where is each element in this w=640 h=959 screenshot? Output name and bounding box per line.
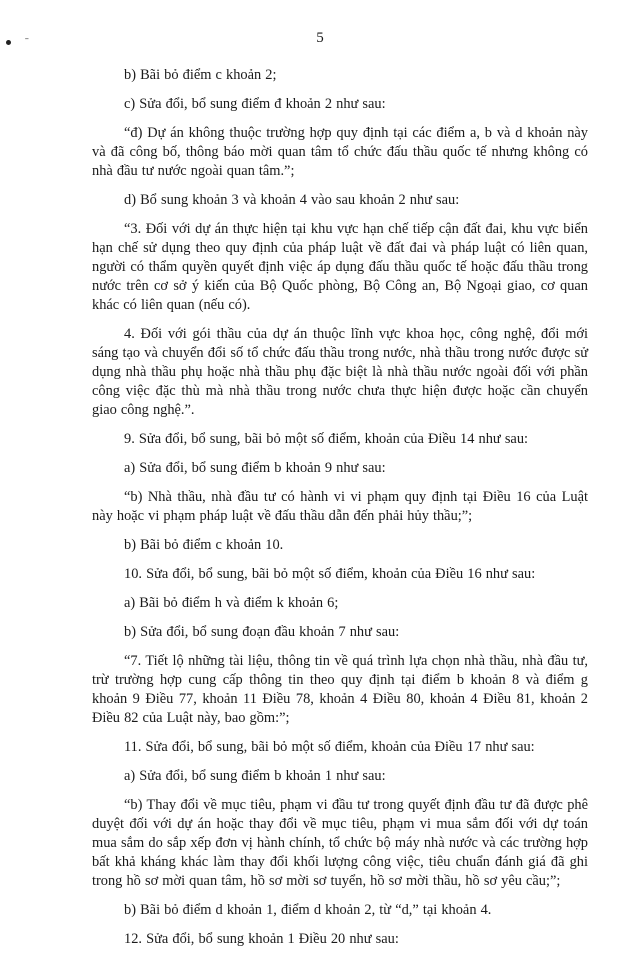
- paragraph: b) Sửa đổi, bổ sung đoạn đầu khoản 7 như sau:: [124, 624, 400, 640]
- paragraph: “7. Tiết lộ những tài liệu, thông tin về quá trình lựa chọn nhà thầu, nhà đầu tư, trừ trường hợp cung cấp thông tin theo quy định tại điểm b khoản 8 và điểm g khoản 9 Điều 77, khoản 11 Điều 78, khoản 4 Điều 80, khoản 4 Điều 81, khoản 2 Điều 82 của Luật này, bao gồm:”;: [92, 653, 588, 726]
- paragraph: “b) Thay đổi về mục tiêu, phạm vi đầu tư trong quyết định đầu tư đã được phê duyệt đối với dự án hoặc thay đổi về mục tiêu, phạm vi mua sắm đối với dự toán mua sắm do sắp xếp đơn vị hành chính, tổ chức bộ máy nhà nước và các trường hợp bất khả kháng khác làm thay đổi khối lượng công việc, tiêu chuẩn đánh giá đã ghi trong hồ sơ mời quan tâm, hồ sơ mời sơ tuyển, hồ sơ mời thầu, hồ sơ yêu cầu;”;: [92, 797, 588, 889]
- paragraph: 10. Sửa đổi, bổ sung, bãi bỏ một số điểm, khoản của Điều 16 như sau:: [124, 566, 536, 582]
- paragraph: 12. Sửa đổi, bổ sung khoản 1 Điều 20 như sau:: [124, 931, 399, 947]
- scan-tick-mark: ˉ: [25, 36, 29, 48]
- paragraph: b) Bãi bỏ điểm c khoản 10.: [124, 537, 284, 553]
- paragraph: 11. Sửa đổi, bổ sung, bãi bỏ một số điểm, khoản của Điều 17 như sau:: [124, 739, 535, 755]
- paragraph: d) Bổ sung khoản 3 và khoản 4 vào sau khoản 2 như sau:: [124, 192, 460, 208]
- paragraph: a) Sửa đổi, bổ sung điểm b khoản 1 như sau:: [124, 768, 386, 784]
- paragraph: a) Bãi bỏ điểm h và điểm k khoản 6;: [124, 595, 339, 611]
- paragraph: “3. Đối với dự án thực hiện tại khu vực hạn chế tiếp cận đất đai, khu vực biển hạn chế sử dụng theo quy định của pháp luật về đất đai và pháp luật có liên quan, người có thẩm quyền quyết định việc áp dụng đấu thầu quốc tế hoặc đấu thầu trong nước trên cơ sở ý kiến của Bộ Quốc phòng, Bộ Công an, Bộ Ngoại giao, cơ quan khác có liên quan (nếu có).: [92, 221, 588, 313]
- paragraph: c) Sửa đổi, bổ sung điểm đ khoản 2 như sau:: [124, 96, 386, 112]
- paragraph: a) Sửa đổi, bổ sung điểm b khoản 9 như sau:: [124, 460, 386, 476]
- page-number: 5: [316, 30, 324, 46]
- paragraph: “b) Nhà thầu, nhà đầu tư có hành vi vi phạm quy định tại Điều 16 của Luật này hoặc vi phạm pháp luật về đấu thầu dẫn đến phải hủy thầu;”;: [92, 489, 588, 524]
- paragraph: b) Bãi bỏ điểm d khoản 1, điểm d khoản 2, từ “d,” tại khoản 4.: [124, 902, 492, 918]
- paragraph: “đ) Dự án không thuộc trường hợp quy định tại các điểm a, b và d khoản này và đã công bố, thông báo mời quan tâm tổ chức đấu thầu quốc tế nhưng không có nhà đầu tư nước ngoài quan tâm.”;: [92, 125, 588, 179]
- paragraph: 9. Sửa đổi, bổ sung, bãi bỏ một số điểm, khoản của Điều 14 như sau:: [124, 431, 529, 447]
- paragraph: 4. Đối với gói thầu của dự án thuộc lĩnh vực khoa học, công nghệ, đổi mới sáng tạo và chuyển đổi số tổ chức đấu thầu trong nước, nhà thầu trong nước được sử dụng nhà thầu phụ hoặc nhà thầu phụ đặc biệt là nhà thầu nước ngoài đối với phần công việc đặc thù mà nhà thầu trong nước chưa thực hiện được hoặc cần chuyển giao công nghệ.”.: [92, 326, 588, 418]
- document-body: [92, 66, 588, 959]
- paragraph: b) Bãi bỏ điểm c khoản 2;: [124, 67, 277, 83]
